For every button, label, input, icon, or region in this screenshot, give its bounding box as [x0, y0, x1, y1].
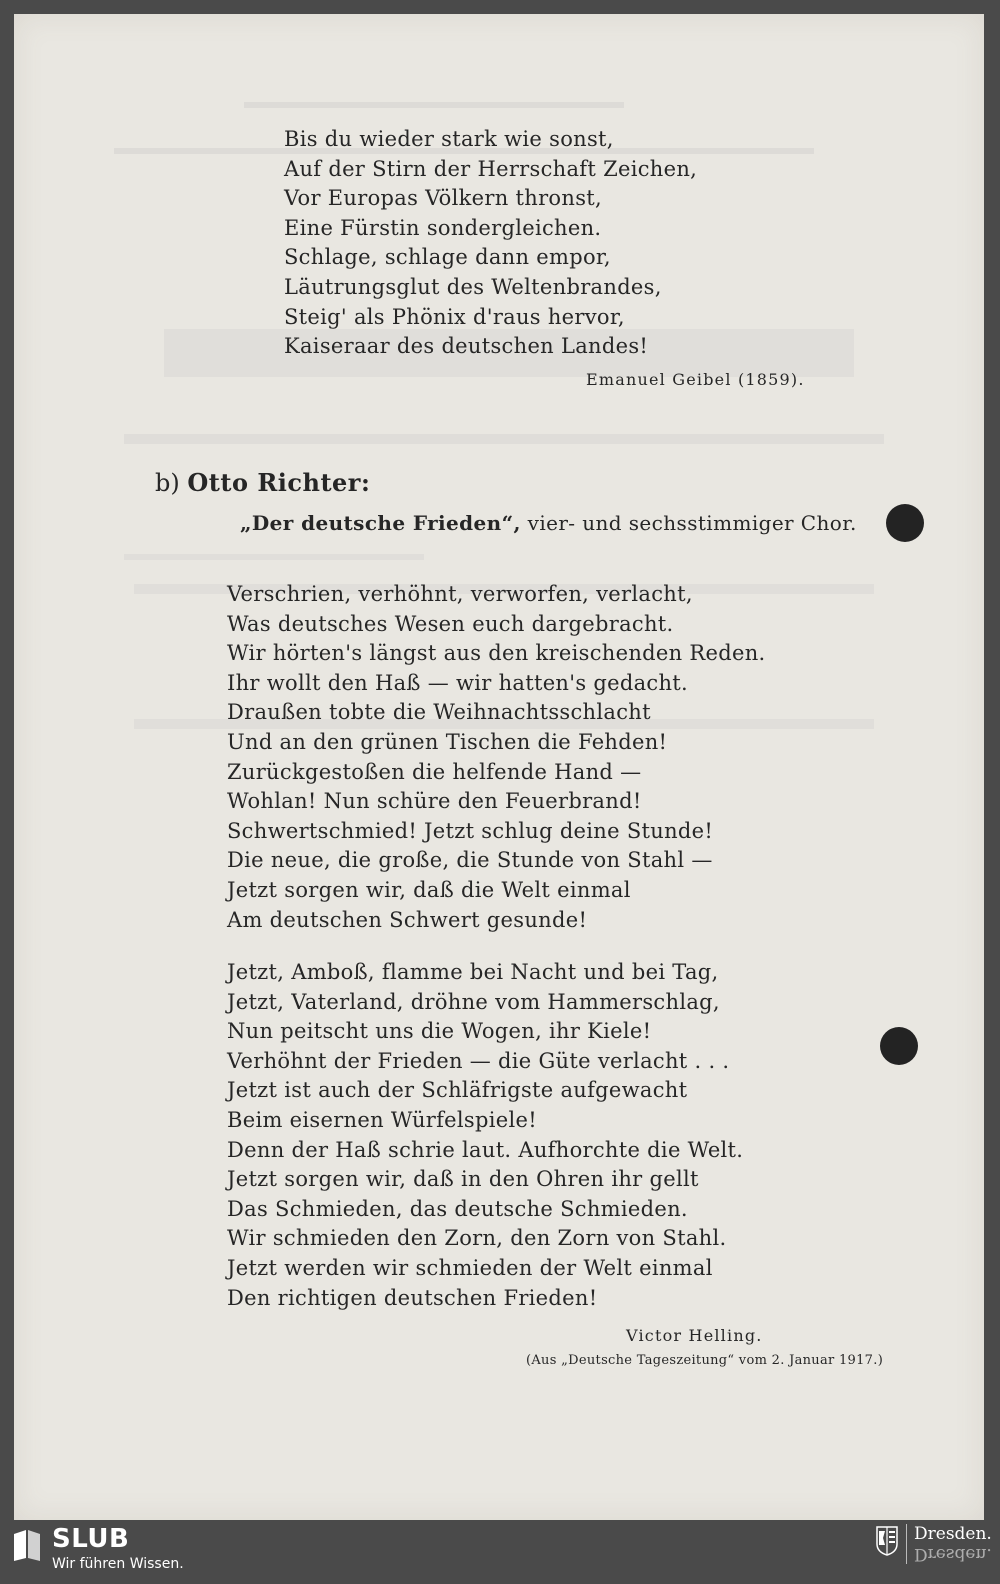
bleed-through-line	[124, 554, 424, 560]
verse-line: Am deutschen Schwert gesunde!	[227, 907, 588, 932]
verse-line: Verhöhnt der Frieden — die Güte verlacht . . .	[227, 1048, 730, 1073]
slub-logo-text[interactable]: SLUB	[52, 1524, 130, 1554]
verse-line: Denn der Haß schrie laut. Aufhorchte die Welt.	[227, 1137, 744, 1162]
verse-line: Kaiseraar des deutschen Landes!	[284, 334, 649, 359]
poem-helling-stanza-1	[227, 580, 766, 935]
footer-divider	[906, 1524, 907, 1564]
song-subtitle	[240, 511, 857, 535]
verse-line: Jetzt sorgen wir, daß die Welt einmal	[227, 877, 631, 902]
poem-helling-attribution: Victor Helling.	[626, 1326, 763, 1345]
verse-line: Bis du wieder stark wie sonst,	[284, 127, 614, 151]
section-letter: b)	[155, 469, 180, 497]
verse-line: Verschrien, verhöhnt, verworfen, verlacht,	[227, 582, 693, 606]
poem-geibel	[284, 125, 697, 362]
footer-bar	[0, 1520, 1000, 1584]
document-page	[14, 14, 984, 1520]
slub-slogan: Wir führen Wissen.	[52, 1556, 184, 1572]
verse-line: Was deutsches Wesen euch dargebracht.	[227, 611, 674, 636]
poem-helling-source: (Aus „Deutsche Tageszeitung“ vom 2. Januar 1917.)	[526, 1353, 884, 1368]
verse-line: Den richtigen deutschen Frieden!	[227, 1285, 598, 1310]
verse-line: Wir schmieden den Zorn, den Zorn von Stahl.	[227, 1226, 727, 1251]
verse-line: Draußen tobte die Weihnachtsschlacht	[227, 700, 651, 725]
verse-line: Jetzt werden wir schmieden der Welt einmal	[227, 1255, 713, 1280]
verse-line: Und an den grünen Tischen die Fehden!	[227, 729, 668, 754]
bleed-through-line	[244, 102, 624, 108]
verse-line: Jetzt, Vaterland, dröhne vom Hammerschlag,	[227, 989, 720, 1014]
slub-book-icon	[12, 1528, 42, 1562]
verse-line: Zurückgestoßen die helfende Hand —	[227, 759, 642, 784]
dresden-crest-icon	[876, 1526, 898, 1556]
song-description: vier- und sechsstimmiger Chor.	[520, 511, 857, 535]
verse-line: Das Schmieden, das deutsche Schmieden.	[227, 1196, 688, 1221]
punch-hole	[886, 504, 924, 542]
verse-line: Schwertschmied! Jetzt schlug deine Stunde!	[227, 818, 714, 843]
verse-line: Die neue, die große, die Stunde von Stahl —	[227, 848, 713, 873]
dresden-logo-reflection: Dresden.	[914, 1544, 992, 1564]
poem-geibel-attribution: Emanuel Geibel (1859).	[586, 370, 805, 389]
verse-line: Auf der Stirn der Herrschaft Zeichen,	[284, 156, 698, 181]
verse-line: Läutrungsglut des Weltenbrandes,	[284, 274, 662, 299]
verse-line: Wohlan! Nun schüre den Feuerbrand!	[227, 789, 642, 814]
song-title: „Der deutsche Frieden“,	[240, 511, 521, 535]
verse-line: Jetzt, Amboß, flamme bei Nacht und bei Tag,	[227, 960, 719, 984]
verse-line: Wir hörten's längst aus den kreischenden Reden.	[227, 641, 766, 666]
verse-line: Jetzt sorgen wir, daß in den Ohren ihr gellt	[227, 1167, 699, 1192]
dresden-logo-text[interactable]: Dresden.	[914, 1524, 992, 1544]
punch-hole	[880, 1027, 918, 1065]
poem-helling-stanza-2	[227, 958, 743, 1313]
verse-line: Jetzt ist auch der Schläfrigste aufgewacht	[227, 1078, 688, 1103]
verse-line: Nun peitscht uns die Wogen, ihr Kiele!	[227, 1019, 652, 1044]
verse-line: Schlage, schlage dann empor,	[284, 245, 611, 270]
composer-name: Otto Richter:	[187, 468, 371, 497]
verse-line: Beim eisernen Würfelspiele!	[227, 1107, 537, 1132]
verse-line: Vor Europas Völkern thronst,	[284, 186, 602, 211]
bleed-through-line	[124, 434, 884, 444]
verse-line: Ihr wollt den Haß — wir hatten's gedacht.	[227, 670, 689, 695]
verse-line: Eine Fürstin sondergleichen.	[284, 215, 602, 240]
verse-line: Steig' als Phönix d'raus hervor,	[284, 304, 625, 329]
section-heading	[155, 468, 370, 497]
